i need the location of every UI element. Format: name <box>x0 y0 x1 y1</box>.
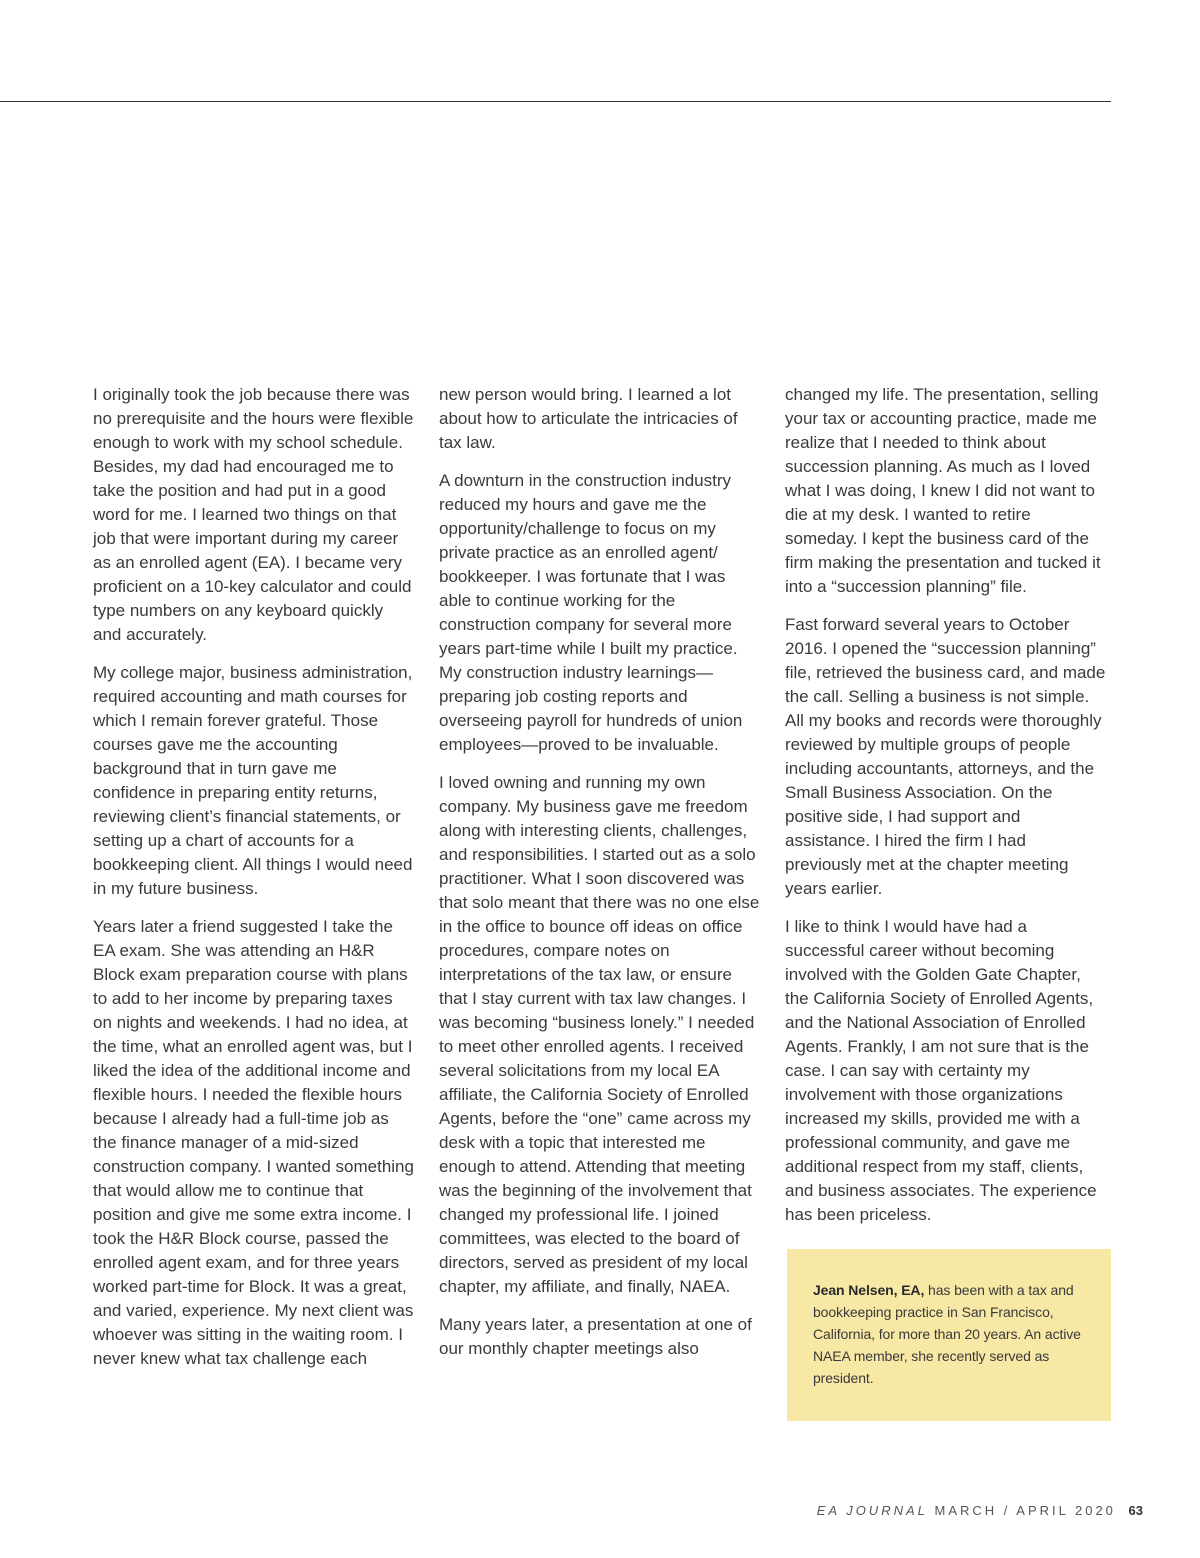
page-footer <box>817 1503 1143 1518</box>
paragraph: My college major, business administration, required accounting and math courses for which I remain forever grateful. Those courses gave me the accounting background that in turn gave me confidence in preparing entity returns, reviewing client’s financial statements, or setting up a chart of accounts for a bookkeeping client. All things I would need in my future business. <box>93 663 413 898</box>
paragraph: new person would bring. I learned a lot about how to articulate the intricacies of tax law. <box>439 385 738 452</box>
issue-date: MARCH / APRIL 2020 <box>934 1503 1116 1518</box>
paragraph: changed my life. The presentation, selling your tax or accounting practice, made me realize that I needed to think about succession planning. As much as I loved what I was doing, I knew I did not want to die at my desk. I wanted to retire someday. I kept the business card of the firm making the presentation and tucked it into a “succession planning” file. <box>785 385 1101 596</box>
author-name: Jean Nelsen, EA, <box>813 1282 925 1298</box>
paragraph: Fast forward several years to October 2016. I opened the “succession planning” file, retrieved the business card, and made the call. Selling a business is not simple. All my books and records were thoroughly reviewed by multiple groups of people including accountants, attorneys, and the Small Business Association. On the positive side, I had support and assistance. I hired the firm I had previously met at the chapter meeting years earlier. <box>785 615 1106 898</box>
paragraph: I like to think I would have had a successful career without becoming involved with the Golden Gate Chapter, the California Society of Enrolled Agents, and the National Association of Enrolled Agents. Frankly, I am not sure that is the case. I can say with certainty my involvement with those organizations increased my skills, provided me with a professional community, and gave me additional respect from my staff, clients, and business associates. The experience has been priceless. <box>785 917 1097 1224</box>
paragraph: A downturn in the construction industry reduced my hours and gave me the opportunity/challenge to focus on my private practice as an enrolled agent/ bookkeeper. I was fortunate that I was able to continue working for the construction company for several more years part-time while I built my practice. My construction industry learnings—preparing job costing reports and overseeing payroll for hundreds of union employees—proved to be invaluable. <box>439 471 743 754</box>
journal-name: EA JOURNAL <box>816 1503 928 1518</box>
paragraph: I originally took the job because there was no prerequisite and the hours were flexible enough to work with my school schedule. Besides, my dad had encouraged me to take the position and had put in a good word for me. I learned two things on that job that were important during my career as an enrolled agent (EA). I became very proficient on a 10-key calculator and could type numbers on any keyboard quickly and accurately. <box>93 385 414 644</box>
paragraph: Years later a friend suggested I take the EA exam. She was attending an H&R Block exam preparation course with plans to add to her income by preparing taxes on nights and weekends. I had no idea, at the time, what an enrolled agent was, but I liked the idea of the additional income and flexible hours. I needed the flexible hours because I already had a full-time job as the finance manager of a mid-sized construction company. I wanted something that would allow me to continue that position and give me some extra income. I took the H&R Block course, passed the enrolled agent exam, and for three years worked part-time for Block. It was a great, and varied, experience. My next client was whoever was sitting in the waiting room. I never knew what tax challenge each <box>93 917 414 1368</box>
article-column-1 <box>93 383 415 1385</box>
author-bio-text: has been with a tax and bookkeeping practice in San Francisco, California, for more than 20 years. An active NAEA member, she recently served as president. <box>813 1282 1081 1386</box>
article-column-2 <box>439 383 761 1375</box>
author-bio-box <box>787 1249 1111 1421</box>
page-number: 63 <box>1128 1503 1143 1518</box>
paragraph: Many years later, a presentation at one of our monthly chapter meetings also <box>439 1315 752 1358</box>
paragraph: I loved owning and running my own company. My business gave me freedom along with interesting clients, challenges, and responsibilities. I started out as a solo practitioner. What I soon discovered was that solo meant that there was no one else in the office to bounce off ideas on office procedures, compare notes on interpretations of the tax law, or ensure that I stay current with tax law changes. I was becoming “business lonely.” I needed to meet other enrolled agents. I received several solicitations from my local EA affiliate, the California Society of Enrolled Agents, before the “one” came across my desk with a topic that interested me enough to attend. Attending that meeting was the beginning of the involvement that changed my professional life. I joined committees, was elected to the board of directors, served as president of my local chapter, my affiliate, and finally, NAEA. <box>439 773 760 1296</box>
article-column-3 <box>785 383 1107 1241</box>
header-divider <box>0 101 1111 102</box>
